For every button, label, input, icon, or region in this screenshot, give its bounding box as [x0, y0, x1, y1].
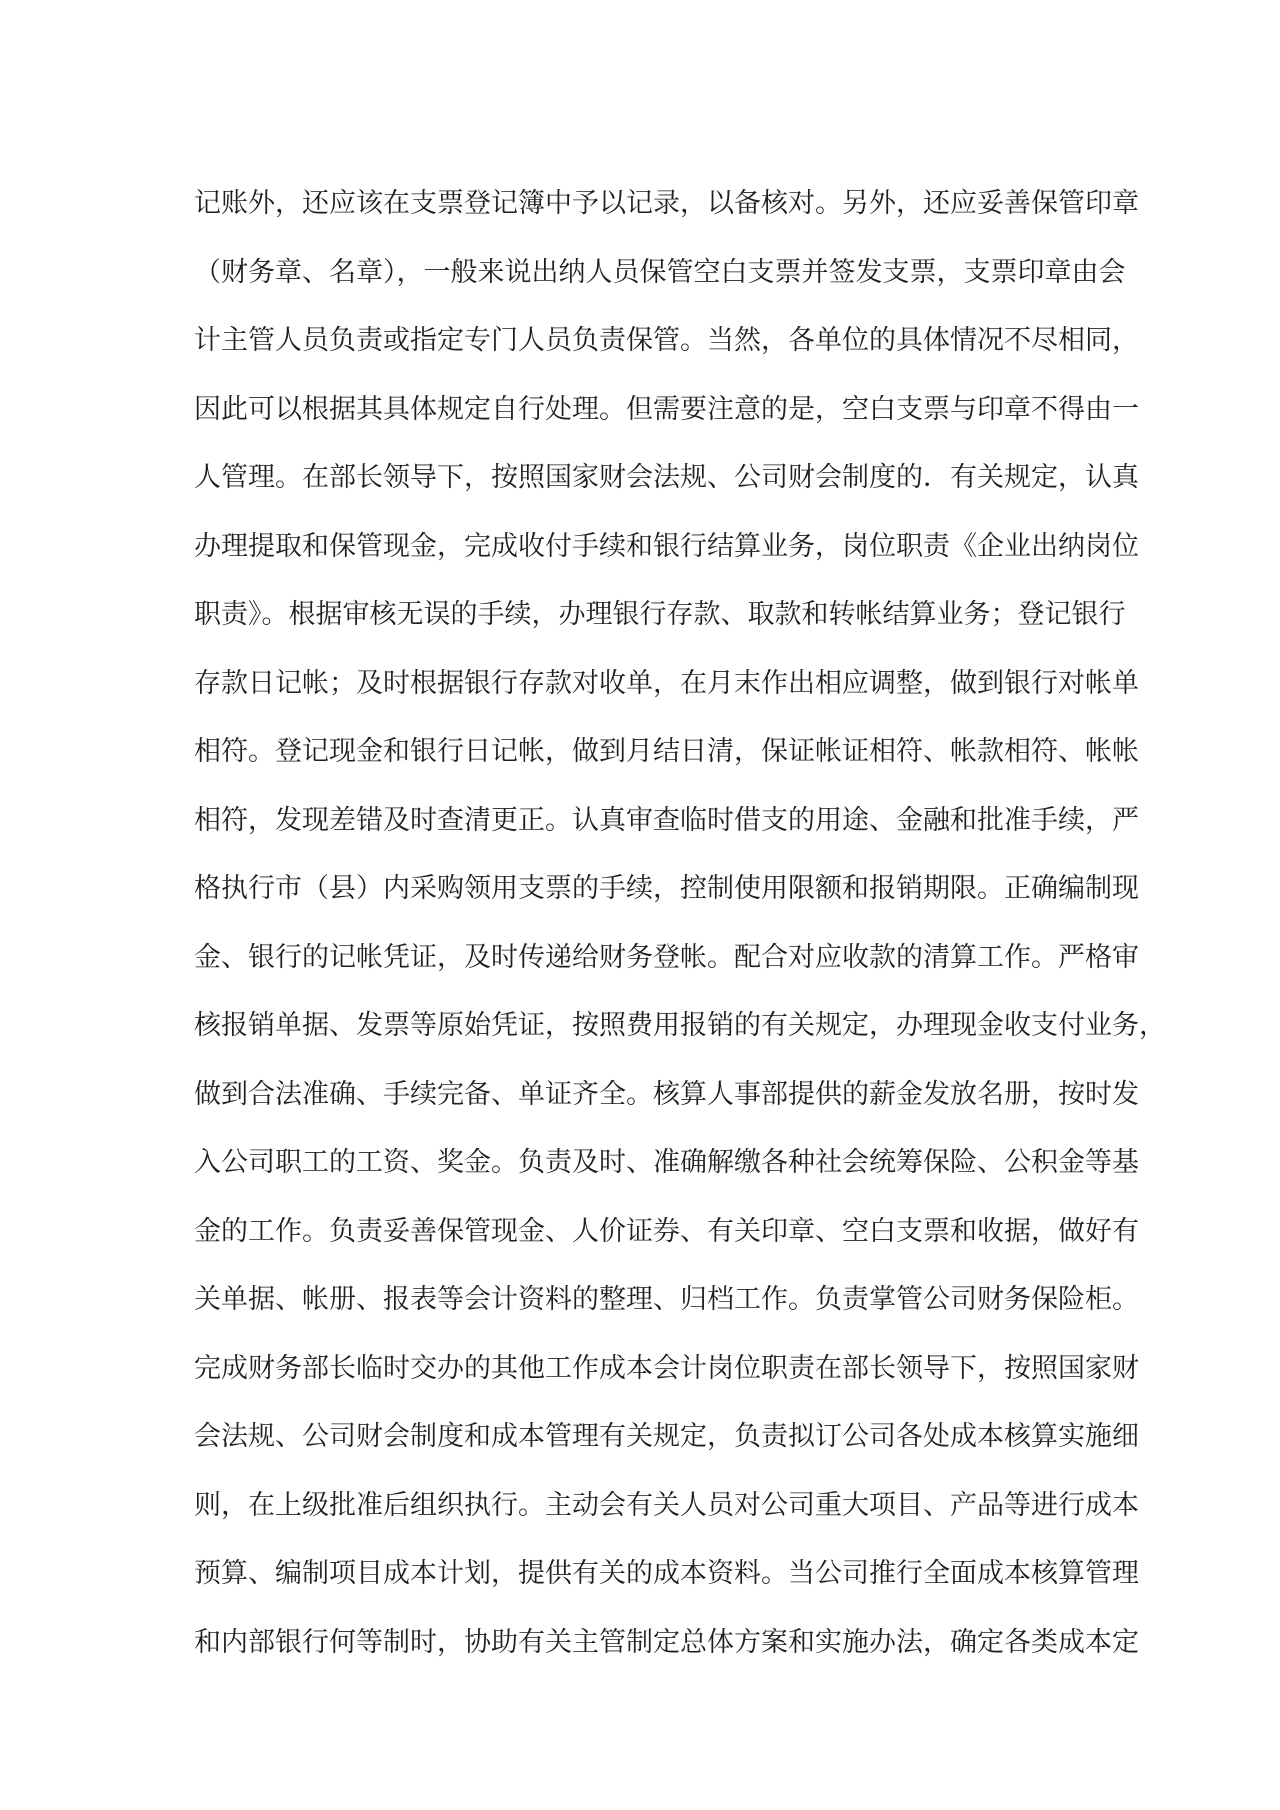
text-line-2: （财务章、名章），一般来说出纳人员保管空白支票并签发支票，支票印章由会	[194, 256, 1126, 288]
text-line-20: 则，在上级批准后组织执行。主动会有关人员对公司重大项目、产品等进行成本	[194, 1489, 1139, 1521]
text-line-14: 做到合法准确、手续完备、单证齐全。核算人事部提供的薪金发放名册，按时发	[194, 1078, 1139, 1110]
text-line-7: 职责》。根据审核无误的手续，办理银行存款、取款和转帐结算业务；登记银行	[194, 599, 1126, 630]
text-line-16: 金的工作。负责妥善保管现金、人价证券、有关印章、空白支票和收据，做好有	[194, 1215, 1139, 1247]
text-line-19: 会法规、公司财会制度和成本管理有关规定，负责拟订公司各处成本核算实施细	[194, 1421, 1139, 1452]
text-line-18: 完成财务部长临时交办的其他工作成本会计岗位职责在部长领导下，按照国家财	[194, 1352, 1139, 1384]
text-line-4: 因此可以根据其具体规定自行处理。但需要注意的是，空白支票与印章不得由一	[194, 393, 1139, 425]
text-line-3: 计主管人员负责或指定专门人员负责保管。当然，各单位的具体情况不尽相同，	[194, 325, 1139, 356]
text-line-12: 金、银行的记帐凭证，及时传递给财务登帐。配合对应收款的清算工作。严格审	[194, 941, 1139, 973]
text-line-15: 入公司职工的工资、奖金。负责及时、准确解缴各种社会统筹保险、公积金等基	[194, 1147, 1139, 1178]
text-line-17: 关单据、帐册、报表等会计资料的整理、归档工作。负责掌管公司财务保险柜。	[194, 1284, 1139, 1315]
text-line-10: 相符，发现差错及时查清更正。认真审查临时借支的用途、金融和批准手续，严	[194, 804, 1139, 836]
text-line-21: 预算、编制项目成本计划，提供有关的成本资料。当公司推行全面成本核算管理	[194, 1558, 1139, 1589]
text-line-11: 格执行市（县）内采购领用支票的手续，控制使用限额和报销期限。正确编制现	[194, 873, 1139, 904]
text-line-13: 核报销单据、发票等原始凭证，按照费用报销的有关规定，办理现金收支付业务，	[194, 1010, 1166, 1041]
text-line-8: 存款日记帐；及时根据银行存款对收单，在月末作出相应调整，做到银行对帐单	[194, 667, 1139, 699]
text-line-9: 相符。登记现金和银行日记帐，做到月结日清，保证帐证相符、帐款相符、帐帐	[194, 736, 1139, 767]
text-line-1: 记账外，还应该在支票登记簿中予以记录，以备核对。另外，还应妥善保管印章	[194, 188, 1139, 219]
body-text	[194, 170, 1166, 1677]
text-line-6: 办理提取和保管现金，完成收付手续和银行结算业务，岗位职责《企业出纳岗位	[194, 530, 1139, 562]
text-line-5: 人管理。在部长领导下，按照国家财会法规、公司财会制度的．有关规定，认真	[194, 462, 1139, 493]
text-line-22: 和内部银行何等制时，协助有关主管制定总体方案和实施办法，确定各类成本定	[194, 1626, 1139, 1658]
